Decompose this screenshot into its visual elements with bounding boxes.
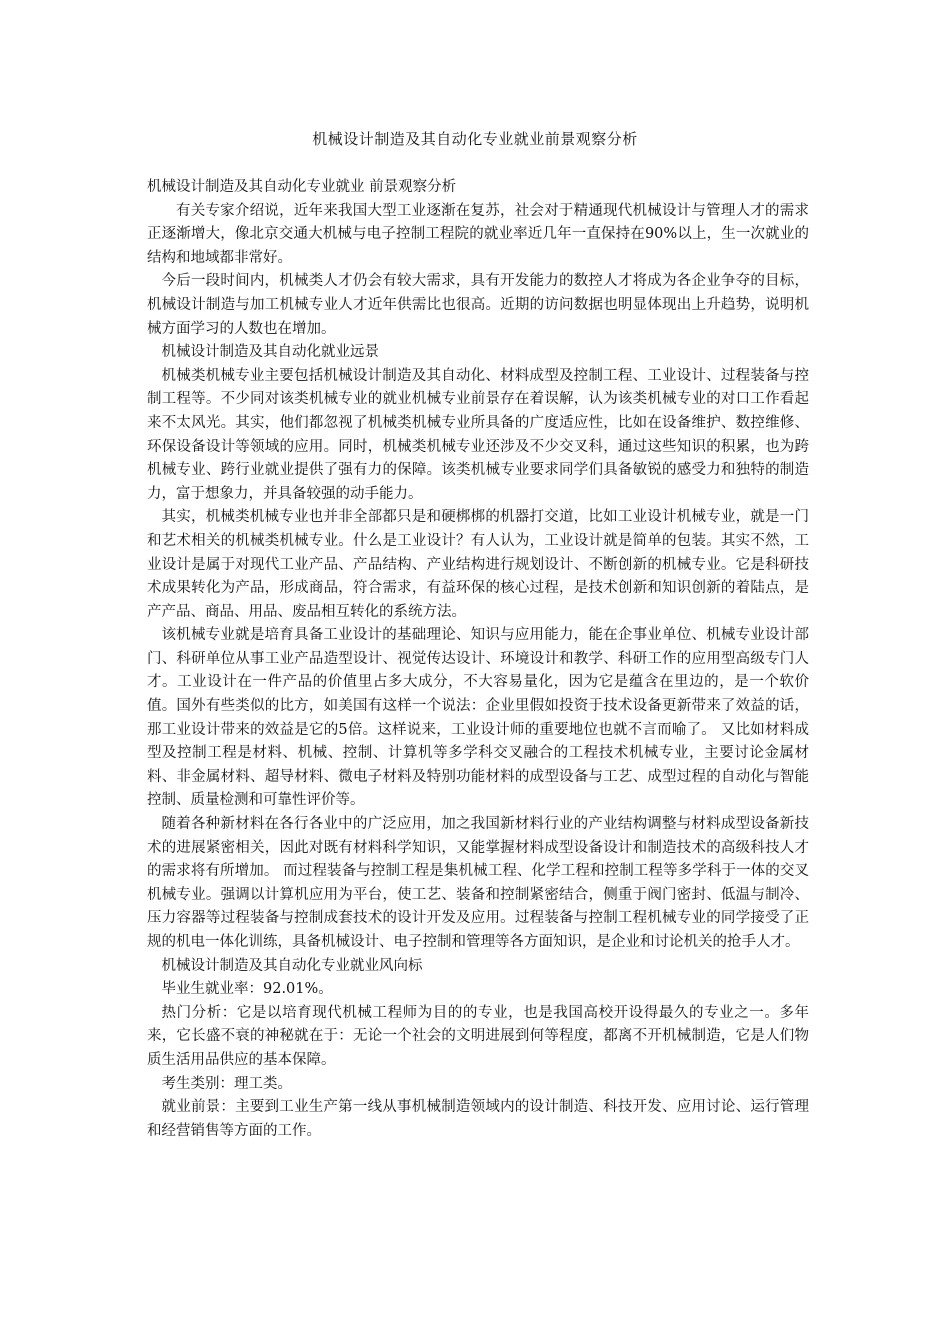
paragraph: 考生类别：理工类。 [161, 1075, 292, 1092]
paragraph: 机械设计制造及其自动化就业远景 [161, 344, 379, 361]
paragraph: 机械设计制造及其自动化专业就业风向标 [161, 957, 423, 974]
paragraph: 有关专家介绍说，近年来我国大型工业逐渐在复苏，社会对于精通现代机械设计与管理人才的需求正逐渐增大，像北京交通大机械与电子控制工程院的就业率近几年一直保持在90%以上，生一次就业的结构和地域都非常好。 [147, 202, 809, 266]
paragraph: 毕业生就业率：92.01%。 [161, 981, 333, 998]
paragraph: 随着各种新材料在各行各业中的广泛应用，加之我国新材料行业的产业结构调整与材料成型设备新技术的进展紧密相关，因此对既有材料科学知识，又能掌握材料成型设备设计和制造技术的高级科技人才的需求将有所增加。 而过程装备与控制工程是集机械工程、化学工程和控制工程等多学科于一体的交叉机械专业。强调以计算机应用为平台，使工艺、装备和控制紧密结合，侧重于阀门密封、低温与制冷、压力容器等过程装备与控制成套技术的设计开发及应用。过程装备与控制工程机械专业的同学接受了正规的机电一体化训练，具备机械设计、电子控制和管理等各方面知识，是企业和讨论机关的抢手人才。 [147, 816, 809, 950]
paragraph: 机械类机械专业主要包括机械设计制造及其自动化、材料成型及控制工程、工业设计、过程装备与控制工程等。不少同对该类机械专业的就业机械专业前景存在着误解，认为该类机械专业的对口工作看起来不太风光。其实，他们都忽视了机械类机械专业所具备的广度适应性，比如在设备维护、数控维修、环保设备设计等领域的应用。同时，机械类机械专业还涉及不少交叉科，通过这些知识的积累，也为跨机械专业、跨行业就业提供了强有力的保障。该类机械专业要求同学们具备敏锐的感受力和独特的制造力，富于想象力，并具备较强的动手能力。 [147, 367, 809, 502]
document-body [147, 176, 809, 1143]
paragraph: 机械设计制造及其自动化专业就业 前景观察分析 [147, 179, 457, 195]
paragraph: 就业前景：主要到工业生产第一线从事机械制造领域内的设计制造、科技开发、应用讨论、运行管理和经营销售等方面的工作。 [147, 1099, 809, 1139]
paragraph: 该机械专业就是培育具备工业设计的基础理论、知识与应用能力，能在企事业单位、机械专业设计部门、科研单位从事工业产品造型设计、视觉传达设计、环境设计和教学、科研工作的应用型高级专门人才。工业设计在一件产品的价值里占多大成分，不大容易量化，因为它是蕴含在里边的，是一个软价值。国外有些类似的比方，如美国有这样一个说法：企业里假如投资于技术设备更新带来了效益的话，那工业设计带来的效益是它的5倍。这样说来，工业设计师的重要地位也就不言而喻了。 又比如材料成型及控制工程是材料、机械、控制、计算机等多学科交叉融合的工程技术机械专业，主要讨论金属材料、非金属材料、超导材料、微电子材料及特别功能材料的成型设备与工艺、成型过程的自动化与智能控制、质量检测和可靠性评价等。 [147, 627, 809, 809]
paragraph: 热门分析：它是以培育现代机械工程师为目的的专业，也是我国高校开设得最久的专业之一。多年来，它长盛不衰的神秘就在于：无论一个社会的文明进展到何等程度，都离不开机械制造，它是人们物质生活用品供应的基本保障。 [147, 1004, 809, 1068]
paragraph: 今后一段时间内，机械类人才仍会有较大需求，具有开发能力的数控人才将成为各企业争夺的目标，机械设计制造与加工机械专业人才近年供需比也很高。近期的访问数据也明显体现出上升趋势，说明机械方面学习的人数也在增加。 [147, 273, 809, 337]
paragraph: 其实，机械类机械专业也并非全部都只是和硬梆梆的机器打交道，比如工业设计机械专业，就是一门和艺术相关的机械类机械专业。什么是工业设计？有人认为，工业设计就是简单的包装。其实不然，工业设计是属于对现代工业产品、产品结构、产业结构进行规划设计、不断创新的机械专业。它是科研技术成果转化为产品，形成商品，符合需求，有益环保的核心过程，是技术创新和知识创新的着陆点，是产产品、商品、用品、废品相互转化的系统方法。 [147, 509, 809, 620]
document-title: 机械设计制造及其自动化专业就业前景观察分析 [312, 130, 638, 148]
